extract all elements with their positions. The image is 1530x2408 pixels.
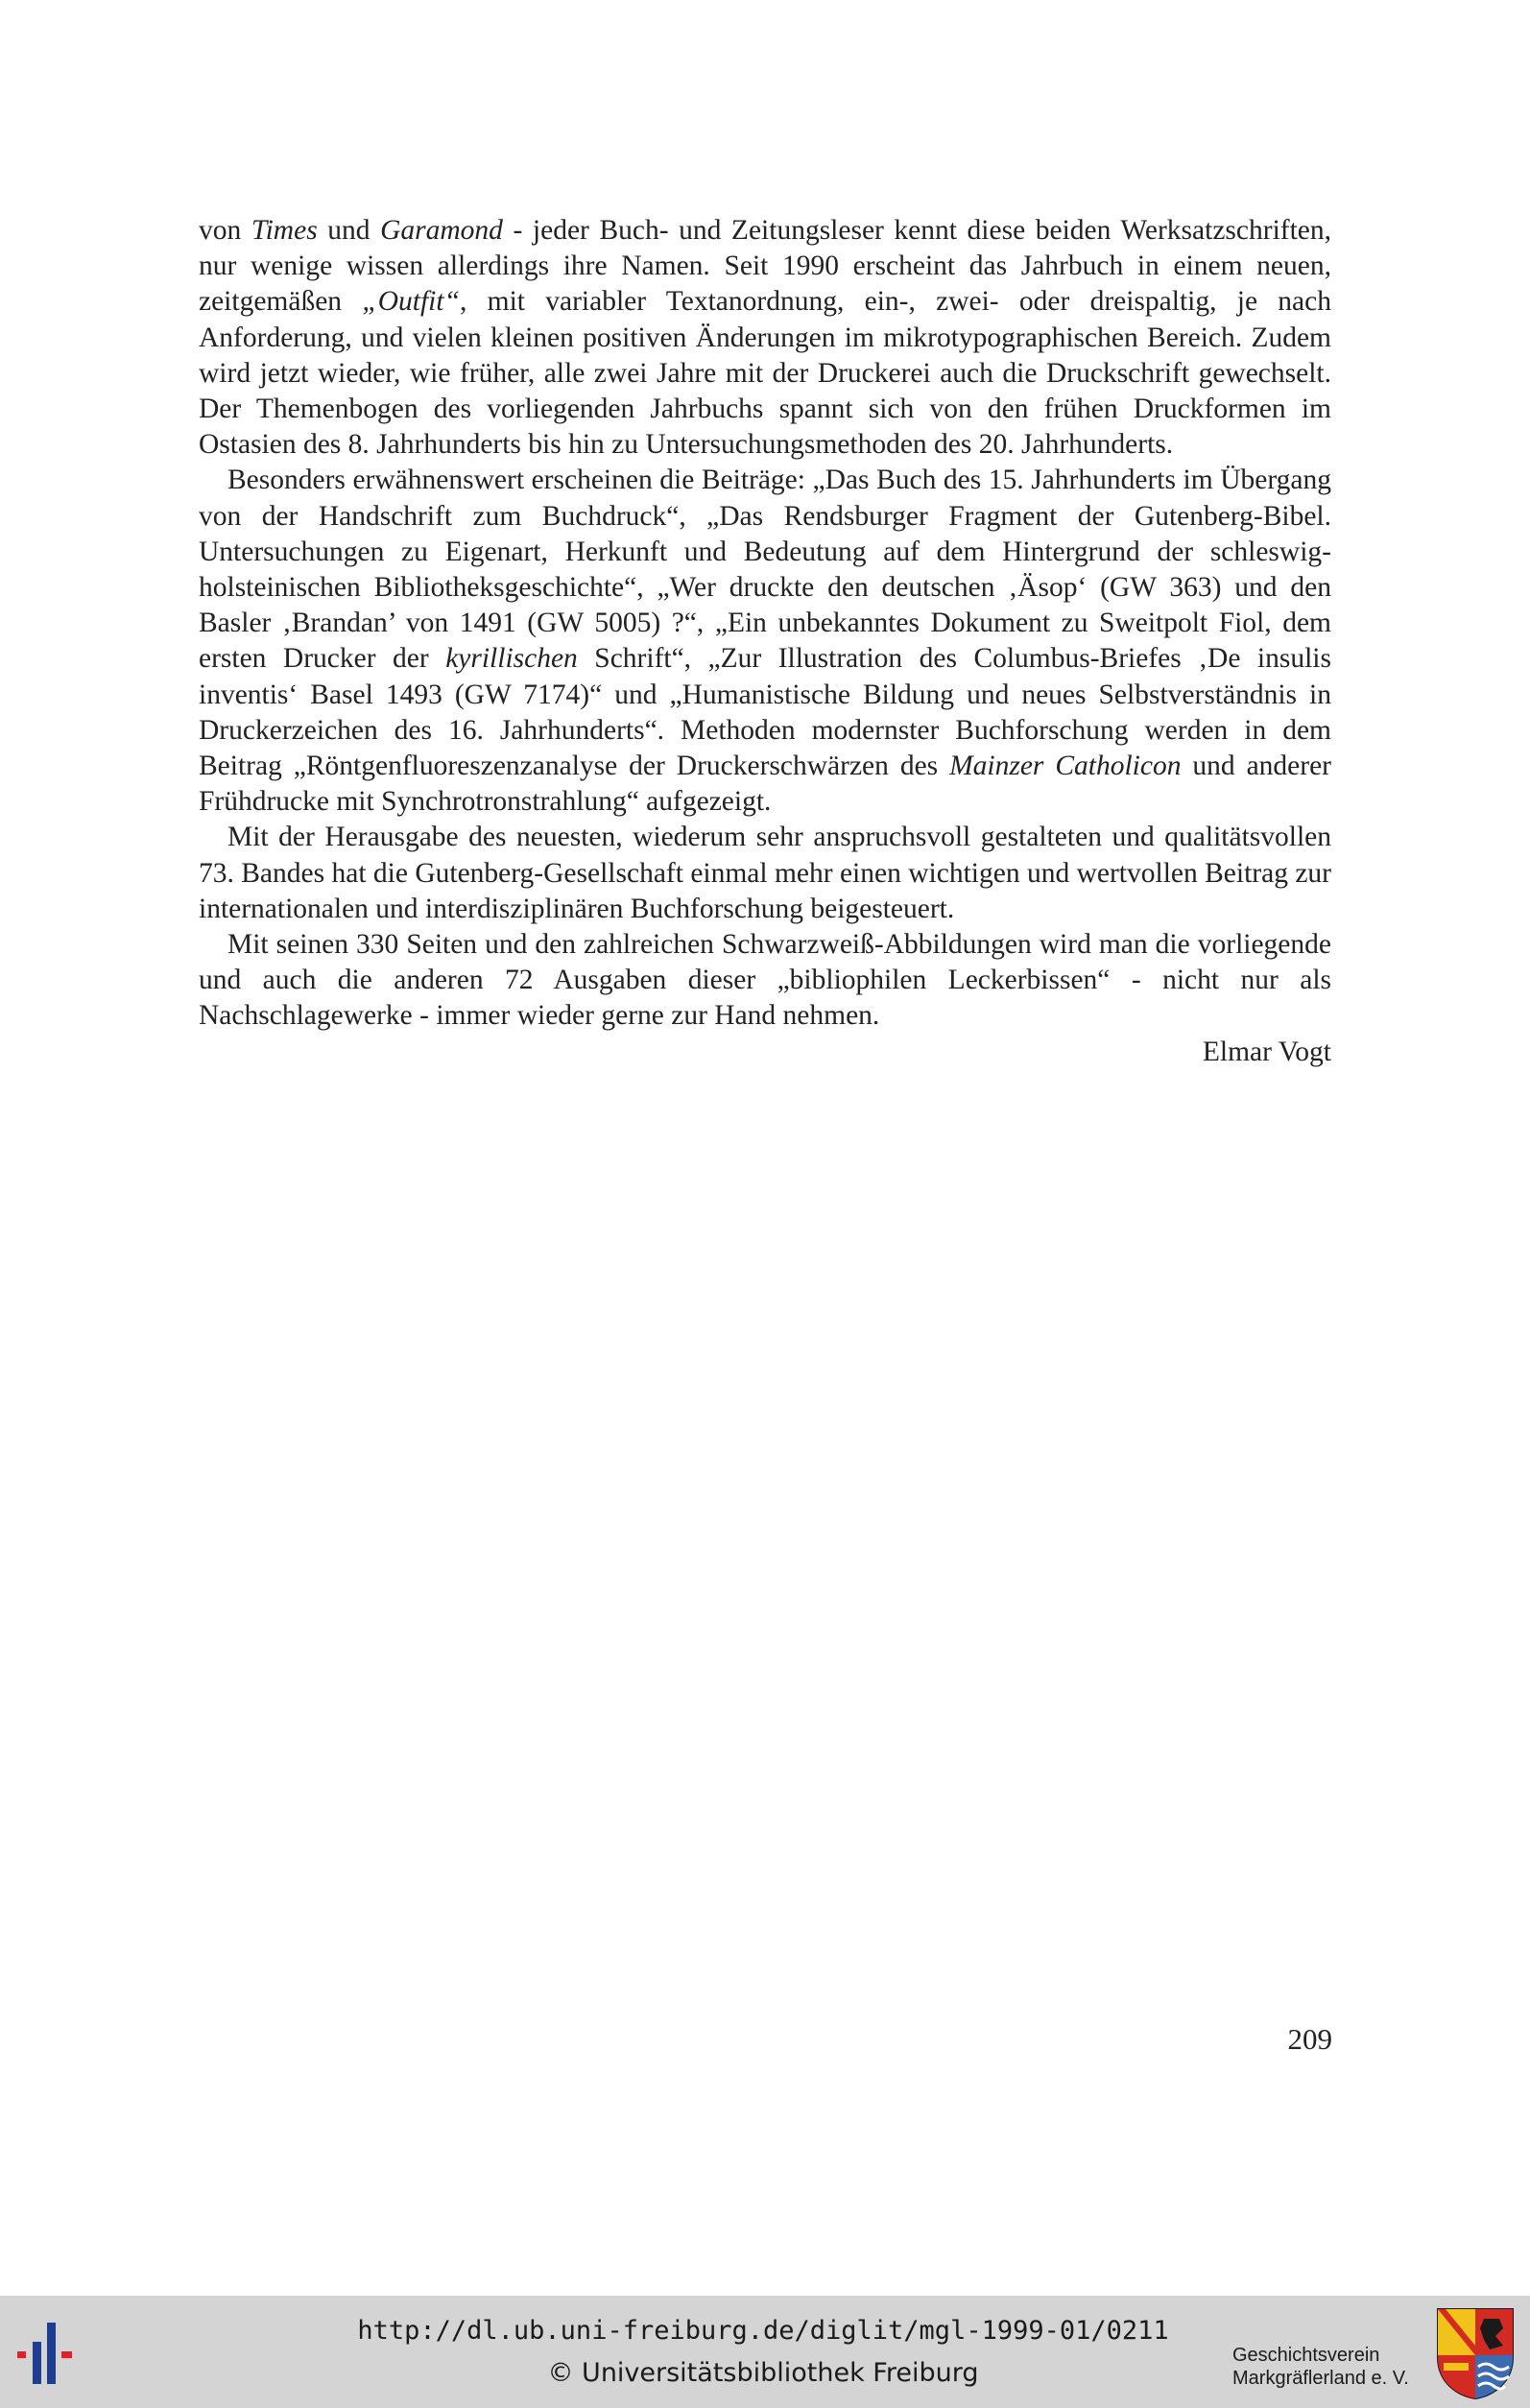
text-run: Besonders erwähnenswert erscheinen die Beiträge: „Das Buch des 15. Jahrhunderts im Übergang von der Handschrift zum Buchdruck“, „Das Rendsburger Fragment der Gutenberg-Bibel. Untersuchungen zu Eigenart, Herkunft und Bedeutung auf dem Hintergrund der schleswig-holsteinischen Bibliotheksgeschichte“, „Wer druckte den deutschen ‚Äsop‘ (GW 363) und den Basler ‚Brandan’ von 1491 (GW 5005) ?“, „Ein unbekanntes Dokument zu Sweitpolt Fiol, dem ersten Drucker der <box>199 465 1331 675</box>
page-number: 209 <box>1287 2022 1332 2056</box>
italic-run: Garamond <box>380 215 503 246</box>
text-run: und <box>317 215 381 246</box>
footer-copyright: © Universitätsbibliothek Freiburg <box>547 2358 979 2388</box>
ub-freiburg-logo-icon[interactable] <box>17 2315 100 2390</box>
footer-bar <box>0 2296 1530 2408</box>
society-line-1: Geschichtsverein <box>1232 2345 1380 2366</box>
society-line-2: Markgräflerland e. V. <box>1232 2368 1409 2389</box>
review-text <box>199 213 1331 1070</box>
text-run: Schrift“, „Zur Illustration des Columbus-Briefes ‚De insulis inventis‘ Basel 1493 (GW 7174)“ und „Humanistische Bildung und neues Selbstverständnis in Druckerzeichen des 16. Jahrhunderts“. Methoden modernster Buchforschung werden in dem Beitrag „Röntgenfluoreszenzanalyse der Druckerschwärzen des <box>199 643 1331 782</box>
footer-url-link[interactable]: http://dl.ub.uni-freiburg.de/diglit/mgl-1999-01/0211 <box>357 2316 1169 2346</box>
italic-run: Mainzer Catholicon <box>949 751 1182 782</box>
society-name <box>1232 2344 1444 2390</box>
text-run: von <box>199 215 251 246</box>
italic-run: Times <box>251 215 318 246</box>
paragraph <box>199 927 1331 1035</box>
paragraph <box>199 463 1331 820</box>
logo-blue-bar-1 <box>33 2342 41 2384</box>
paragraph <box>199 820 1331 927</box>
author-signature: Elmar Vogt <box>1202 1036 1331 1067</box>
text-run: - jeder Buch- und Zeitungsleser kennt diese beiden Werksatzschriften, nur wenige wissen allerdings ihre Namen. Seit 1990 erscheint das Jahrbuch in einem neuen, zeitgemäßen <box>199 215 1331 318</box>
coat-of-arms-icon <box>1436 2307 1515 2399</box>
logo-red-left <box>17 2351 26 2358</box>
italic-run: kyrillischen <box>445 643 578 675</box>
logo-blue-bar-2 <box>47 2323 56 2384</box>
text-run: , mit variabler Textanordnung, ein-, zwei- oder dreispaltig, je nach Anforderung, und vielen kleinen positiven Änderungen im mikrotypographischen Bereich. Zudem wird jetzt wieder, wie früher, alle zwei Jahre mit der Druckerei auch die Druckschrift gewechselt. Der Themenbogen des vorliegenden Jahrbuchs spannt sich von den frühen Druckformen im Ostasien des 8. Jahrhunderts bis hin zu Untersuchungsmethoden des 20. Jahrhunderts. <box>199 286 1331 461</box>
text-run: und anderer Frühdrucke mit Synchrotronstrahlung“ aufgezeigt. <box>199 751 1331 818</box>
paragraph <box>199 213 1331 463</box>
logo-red-right <box>61 2351 72 2358</box>
text-run: Mit seinen 330 Seiten und den zahlreichen Schwarzweiß-Abbildungen wird man die vorliegende und auch die anderen 72 Ausgaben dieser „bibliophilen Leckerbissen“ - nicht nur als Nachschlagewerke - immer wieder gerne zur Hand nehmen. <box>199 929 1331 1032</box>
italic-run: „Outfit“ <box>362 286 460 318</box>
text-run: Mit der Herausgabe des neuesten, wiederum sehr anspruchsvoll gestalteten und qualitätsvollen 73. Bandes hat die Gutenberg-Gesellschaft einmal mehr einen wichtigen und wertvollen Beitrag zur internationalen und interdisziplinären Buchforschung beigesteuert. <box>199 822 1331 924</box>
